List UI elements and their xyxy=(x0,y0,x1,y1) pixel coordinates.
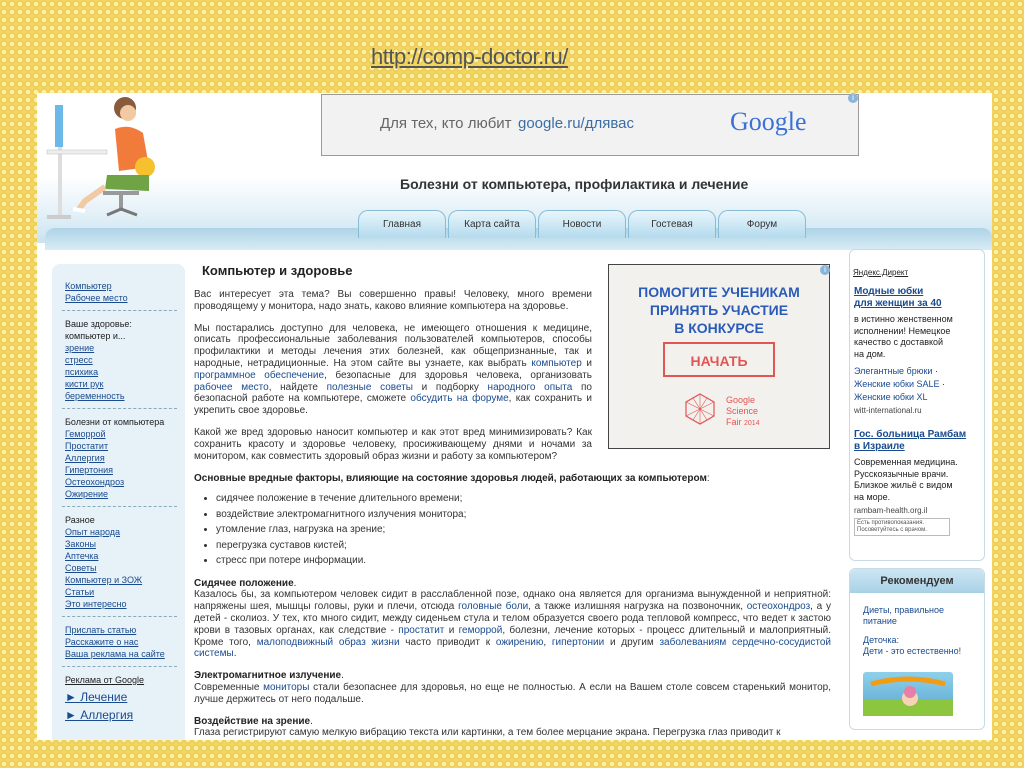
divider xyxy=(62,310,177,311)
ad-link[interactable]: google.ru/дляваc xyxy=(518,115,634,132)
list-item: • перегрузка суставов кистей; xyxy=(216,538,831,554)
sidebar-item[interactable]: Статьи xyxy=(65,587,95,597)
article-paragraph: Какой же вред здоровью наносит компьютер и как этот вред минимизировать? Как сохранить красоту и здоровье человеку, просиживающему днями и ночами за монитором, как совместить здоровый образ жизни и работу за компьютером? xyxy=(194,426,592,462)
left-sidebar xyxy=(52,264,185,740)
link-folk-experience[interactable]: народного опыта xyxy=(487,381,573,393)
link-tips[interactable]: полезные советы xyxy=(326,381,413,393)
ad-domain: witt-international.ru xyxy=(854,406,922,415)
ad-link[interactable]: Элегантные брюки xyxy=(854,366,933,376)
ad-title[interactable]: Гос. больница Рамбам в Израиле xyxy=(854,429,967,452)
adchoices-icon[interactable]: i xyxy=(848,93,858,103)
site-url[interactable]: http://comp-doctor.ru/ xyxy=(371,44,568,69)
sidebar-item[interactable]: Простатит xyxy=(65,441,109,451)
start-button[interactable]: НАЧАТЬ xyxy=(663,342,775,377)
ad-link[interactable]: Женские юбки XL xyxy=(854,392,928,402)
science-fair-ad[interactable] xyxy=(608,264,830,449)
link-forum[interactable]: обсудить на форуме xyxy=(410,393,509,405)
google-ad-link[interactable]: ► Аллергия xyxy=(65,708,134,722)
link-hemorrhoids[interactable]: геморрой xyxy=(458,624,503,636)
sidebar-item[interactable]: Компьютер xyxy=(65,281,112,291)
recommend-link[interactable]: Диеты, правильное xyxy=(863,605,945,615)
article-paragraph: Мы постарались доступно для человека, не имеющего отношения к медицине, описать профессиональные заболевания пользователей компьютеров, способы профилактики и методы лечения этих болезней, как общепризнанные, так и народные, нетрадиционные. На этом сайте вы узнаете, как выбрать компьютер и программное обеспечение, безопасные для здоровья человека, организовать рабочее место, найдете полезные советы и подборку народного опыта по безопасной работе на компьютере, сможете обсудить на форуме, как сохранить и укрепить свое здоровье. xyxy=(194,322,592,417)
logo-illustration-icon xyxy=(45,95,163,225)
link-sedentary[interactable]: малоподвижный образ жизни xyxy=(256,636,400,648)
article-paragraph: Вас интересует эта тема? Вы совершенно правы! Человеку, много времени проводящему у монитора, надо знать, каково влияние компьютера на здоровье. xyxy=(194,289,592,312)
sidebar-item[interactable]: Рабочее место xyxy=(65,293,128,303)
link-obesity[interactable]: ожирению xyxy=(495,636,544,648)
sidebar-item[interactable]: стресс xyxy=(65,355,93,365)
sidebar-item[interactable]: Гипертония xyxy=(65,465,113,475)
section-title: Электромагнитное излучение. xyxy=(194,670,344,682)
article-paragraph: Глаза регистрируют самую мелкую вибрацию текста или картинки, а тем более мерцание экрана. Перегрузка глаз приводит к xyxy=(194,727,781,739)
link-headaches[interactable]: головные боли xyxy=(458,601,529,613)
list-item: • утомление глаз, нагрузка на зрение; xyxy=(216,522,831,538)
site-title: Болезни от компьютера, профилактика и лечение xyxy=(400,176,749,192)
article-paragraph: Казалось бы, за компьютером человек сидит в расслабленной позе, однако она является для организма вынужденной и неприятной: напряжены шея, мышцы головы, руки и плечи, отсюда головные боли, а также излишняя нагрузка на позвоночник, остеохондроз, а у детей - сколиоз. У тех, кто много сидит, между сиденьем стула и телом образуется своего рода тепловой компресс, что ведет к застою крови в тазовых органах, как следствие - простатит и геморрой, болезни, лечение которых - процесс длительный и малоприятный. Кроме того, малоподвижный образ жизни часто приводит к ожирению, гипертонии и другим заболеваниям сердечно-сосудистой системы. xyxy=(194,589,831,660)
science-fair-logo-icon xyxy=(683,392,717,426)
sidebar-label: Болезни от компьютера xyxy=(65,417,165,427)
ad-body: Современная медицина. Русскоязычные врачи. Близкое жильё с видом на море. xyxy=(854,457,958,502)
kids-banner-image[interactable] xyxy=(863,672,953,716)
link-hypertension[interactable]: гипертонии xyxy=(551,636,605,648)
sidebar-item[interactable]: Прислать статью xyxy=(65,625,137,635)
sidebar-item[interactable]: Опыт народа xyxy=(65,527,121,537)
sidebar-item[interactable]: Компьютер и ЗОЖ xyxy=(65,575,143,585)
ad-link[interactable]: Женские юбки SALE xyxy=(854,379,940,389)
adchoices-icon[interactable]: i xyxy=(820,265,830,275)
link-monitors[interactable]: мониторы xyxy=(263,682,310,694)
recommend-link[interactable]: Дети - это естественно! xyxy=(863,646,962,656)
factors-heading: Основные вредные факторы, влияющие на состояние здоровья людей, работающих за компьютером: xyxy=(194,473,710,485)
science-fair-text: Google Science Fair 2014 xyxy=(726,395,760,427)
article-title: Компьютер и здоровье xyxy=(202,263,353,278)
sidebar-item[interactable]: Законы xyxy=(65,539,96,549)
sidebar-item[interactable]: кисти рук xyxy=(65,379,104,389)
sidebar-item[interactable]: зрение xyxy=(65,343,95,353)
sidebar-item[interactable]: Расскажите о нас xyxy=(65,637,139,647)
sidebar-item[interactable]: беременность xyxy=(65,391,125,401)
google-ad-link[interactable]: ► Лечение xyxy=(65,690,128,704)
ad-body: в истинно женственном исполнении! Немецкое качество с доставкой на дом. xyxy=(854,314,953,359)
tab-forum[interactable]: Форум xyxy=(718,210,806,238)
list-item: • воздействие электромагнитного излучения монитора; xyxy=(216,507,831,523)
sidebar-item[interactable]: Аллергия xyxy=(65,453,105,463)
divider xyxy=(62,408,177,409)
link-software[interactable]: программное обеспечение xyxy=(194,369,325,381)
sidebar-item[interactable]: Аптечка xyxy=(65,551,99,561)
baby-icon xyxy=(863,672,953,716)
web-page xyxy=(37,93,992,740)
sidebar-label: Разное xyxy=(65,515,95,525)
factors-list xyxy=(194,491,831,569)
medical-warning: Есть противопоказания. Посоветуйтесь с врачом. xyxy=(854,518,950,536)
link-computer[interactable]: компьютер xyxy=(531,357,582,369)
ad-domain: rambam-health.org.il xyxy=(854,506,928,515)
tab-home[interactable]: Главная xyxy=(358,210,446,238)
list-item: • сидячее положение в течение длительного времени; xyxy=(216,491,831,507)
sidebar-item[interactable]: Это интересно xyxy=(65,599,127,609)
google-ads-label[interactable]: Реклама от Google xyxy=(65,675,145,685)
recommend-link[interactable]: питание xyxy=(863,616,897,626)
tab-guestbook[interactable]: Гостевая xyxy=(628,210,716,238)
sidebar-item[interactable]: Геморрой xyxy=(65,429,106,439)
divider xyxy=(62,616,177,617)
divider xyxy=(62,666,177,667)
link-prostatitis[interactable]: простатит xyxy=(398,624,445,636)
main-nav xyxy=(358,210,808,238)
section-title: Сидячее положение. xyxy=(194,577,297,589)
section-title: Воздействие на зрение. xyxy=(194,715,313,727)
tab-sitemap[interactable]: Карта сайта xyxy=(448,210,536,238)
ad-text: Для тех, кто любит xyxy=(380,115,512,132)
recommend-title: Рекомендуем xyxy=(850,569,984,593)
link-cardio[interactable]: заболеваниям сердечно-сосудистой системы xyxy=(194,636,831,660)
sidebar-label: Ваше здоровье: xyxy=(65,319,132,329)
sidebar-item[interactable]: Советы xyxy=(65,563,97,573)
recommend-block xyxy=(849,568,985,730)
recommend-link[interactable]: Деточка: xyxy=(863,635,899,645)
sidebar-item[interactable]: Ваша реклама на сайте xyxy=(65,649,165,659)
sidebar-item[interactable]: психика xyxy=(65,367,99,377)
google-banner-ad[interactable] xyxy=(321,94,859,156)
tab-news[interactable]: Новости xyxy=(538,210,626,238)
promo-title: ПОМОГИТЕ УЧЕНИКАМ ПРИНЯТЬ УЧАСТИЕ В КОНКУРСЕ xyxy=(638,284,800,336)
sidebar-item[interactable]: Остеохондроз xyxy=(65,477,125,487)
ad-links: Элегантные брюки · Женские юбки SALE · Женские юбки XL xyxy=(854,366,946,402)
sidebar-label: компьютер и... xyxy=(65,331,126,341)
divider xyxy=(62,506,177,507)
yandex-direct-label[interactable]: Яндекс.Директ xyxy=(853,268,909,277)
ad-title[interactable]: Модные юбки для женщин за 40 xyxy=(854,286,942,309)
article-paragraph: Современные мониторы стали безопаснее для здоровья, но еще не полностью. А если на Вашем столе совсем старенький монитор, лучше держитесь от него подальше. xyxy=(194,682,831,705)
google-logo: Google xyxy=(730,107,807,136)
link-workplace[interactable]: рабочее место xyxy=(194,381,269,393)
sidebar-item[interactable]: Ожирение xyxy=(65,489,109,499)
yandex-direct-block xyxy=(849,249,985,561)
list-item: • стресс при потере информации. xyxy=(216,553,831,569)
link-osteochondrosis[interactable]: остеохондроз xyxy=(746,601,811,613)
